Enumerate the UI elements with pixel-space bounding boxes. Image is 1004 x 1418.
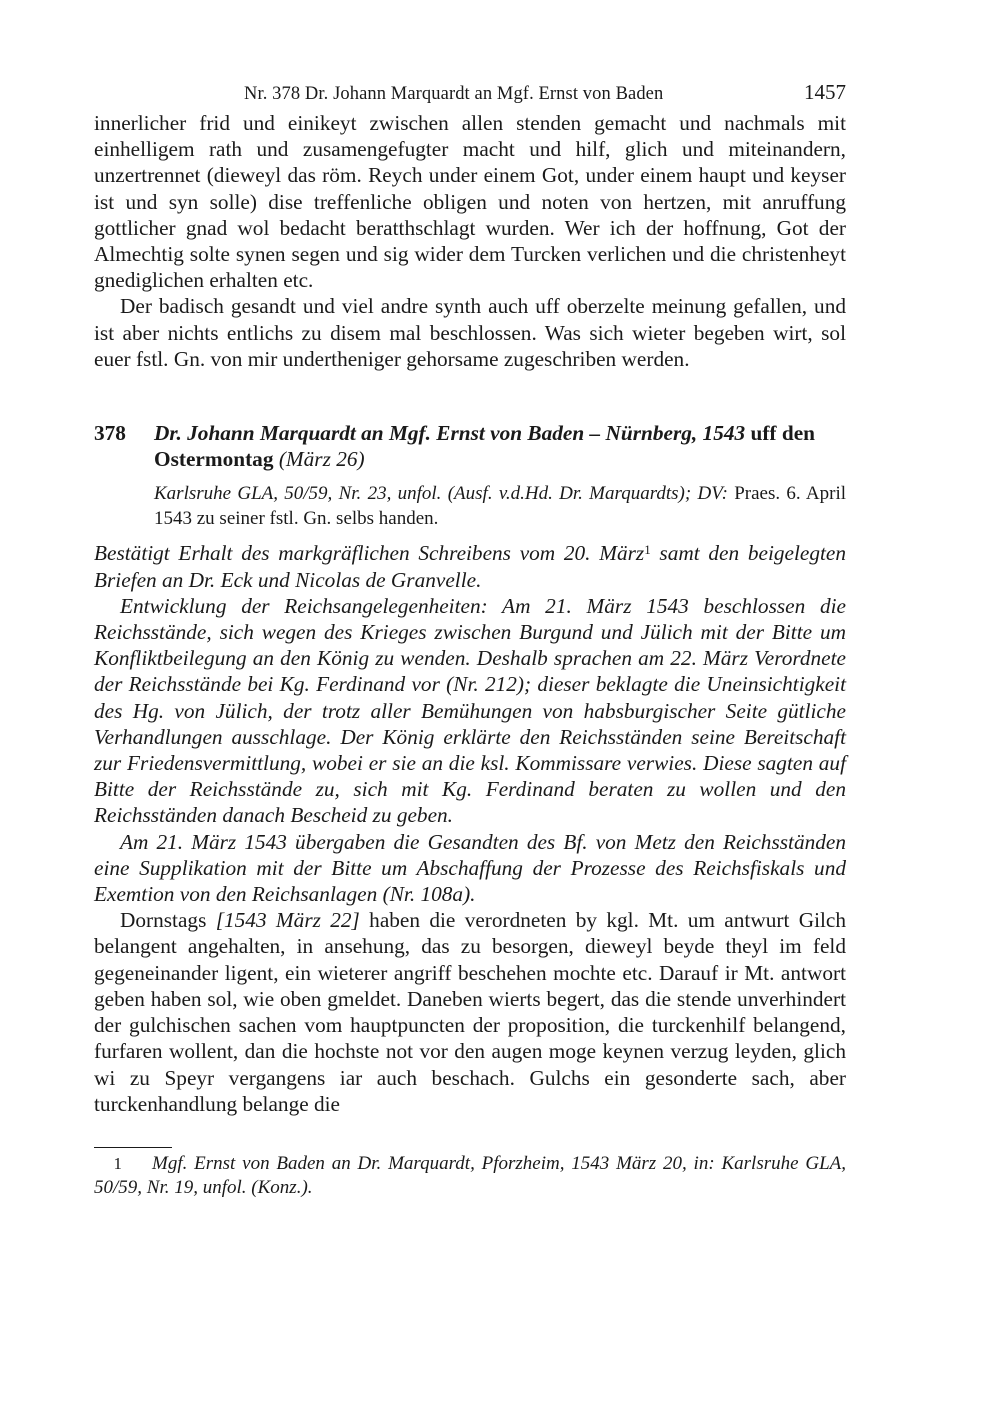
document-date: (März 26)	[278, 447, 365, 472]
continuation-paragraph-2: Der badisch gesandt und viel andre synth auch uff oberzelte meinung gefallen, und ist aber nichts entlichs zu disem mal beschlossen. Was sich wieter begeben wirt, sol euer fstl. Gn. von mir undertheniger gehorsame zugeschriben werden.	[94, 294, 846, 371]
summary-text: Bestätigt Erhalt des markgräflichen Schreibens vom 20. März	[94, 541, 645, 566]
footnote	[94, 1152, 846, 1200]
document-heading	[94, 420, 846, 472]
summary-paragraph-2: Entwicklung der Reichsangelegenheiten: Am 21. März 1543 beschlossen die Reichsstände, sich wegen des Krieges zwischen Burgund und Jülich mit der Bitte um Konfliktbeilegung an den König zu wenden. Deshalb sprachen am 22. März Verordnete der Reichsstände bei Kg. Ferdinand vor (Nr. 212); dieser beklagte die Uneinsichtigkeit des Hg. von Jülich, der trotz aller Bemühungen von habsburgischer Seite gütliche Verhandlungen ausschlage. Der König erklärte den Reichsständen seine Bereitschaft zur Friedensvermittlung, wobei er sie an die ksl. Kommissare verwies. Diese sagten auf Bitte der Reichsstände zu, sich mit Kg. Ferdinand beraten zu wollen und den Reichsständen danach Bescheid zu geben.	[94, 593, 846, 828]
main-paragraph-1	[94, 907, 846, 1117]
summary-text-continued: samt den beigelegten Briefen an Dr. Eck und Nicolas de Granvelle.	[94, 541, 846, 592]
running-title: Nr. 378 Dr. Johann Marquardt an Mgf. Ernst von Baden	[244, 84, 664, 104]
continuation-paragraph-1: innerlicher frid und einikeyt zwischen allen stenden gemacht und nachmals mit einhelligem rath und zusamengefugter macht und hilf, glich und miteinandern, unzertrennet (dieweyl das röm. Reych under einem Got, under einem haupt und keyser ist und syn solle) dise treffenliche obligen und noten von hertzen, mit anruffung gottlicher gnad wol bedacht beratthschlagt wurden. Wer ich der hoffnung, Got der Almechtig solte synen segen und sig wider dem Turcken verlichen und die christenheyt gnediglichen erhalten etc.	[94, 111, 846, 293]
document-number: 378	[94, 421, 126, 446]
page-number: 1457	[804, 80, 846, 104]
main-text-rest: haben die verordneten by kgl. Mt. um antwurt Gilch belangent angehalten, in ansehung, das zu besorgen, dieweyl beyde theyl im feld gegeneinander ligent, ein wieterer angriff beschehen mochte etc. Darauf ir Mt. antwort geben haben sol, wie oben gmeldet. Daneben wierts begert, das die stende unverhindert der gulchischen sachen vom hauptpuncten der proposition, die turckenhilf belangend, furfaren wollent, dan die hochste not vor den augen moge keynen verzug leyden, glich wi zu Speyr vergangens iar auch beschach. Gulchs ein gesonderte sach, aber turckenhandlung belange die	[94, 908, 847, 1116]
footnote-rule	[94, 1147, 172, 1148]
summary	[94, 540, 846, 907]
source-archive: Karlsruhe GLA, 50/59, Nr. 23, unfol. (Ausf. v.d.Hd. Dr. Marquardts); DV:	[154, 483, 728, 505]
document-title-bold-2: den Ostermontag	[154, 421, 815, 472]
footnote-number: 1	[113, 1153, 122, 1173]
document-title-bold-1: uff	[750, 421, 777, 446]
summary-paragraph-3: Am 21. März 1543 übergaben die Gesandten des Bf. von Metz den Reichsständen eine Supplikation mit der Bitte um Abschaffung der Prozesse des Reichsfiskals und Exemtion von den Reichsanlagen (Nr. 108a).	[94, 829, 846, 907]
document-title: Dr. Johann Marquardt an Mgf. Ernst von Baden – Nürnberg, 1543	[154, 421, 746, 446]
summary-paragraph-1	[94, 540, 846, 592]
main-text	[94, 907, 846, 1117]
page	[94, 78, 846, 1200]
main-text-start: Dornstags	[120, 908, 207, 933]
source-praes: Praes. 6. April 1543 zu seiner fstl. Gn. selbs handen.	[154, 483, 847, 529]
footnote-ref[interactable]: 1	[644, 542, 651, 558]
running-head	[94, 78, 846, 110]
footnote-text: Mgf. Ernst von Baden an Dr. Marquardt, Pforzheim, 1543 März 20, in: Karlsruhe GLA, 50/59, Nr. 19, unfol. (Konz.).	[94, 1152, 846, 1198]
editorial-date: [1543 März 22]	[215, 908, 360, 933]
source-note	[154, 482, 846, 531]
